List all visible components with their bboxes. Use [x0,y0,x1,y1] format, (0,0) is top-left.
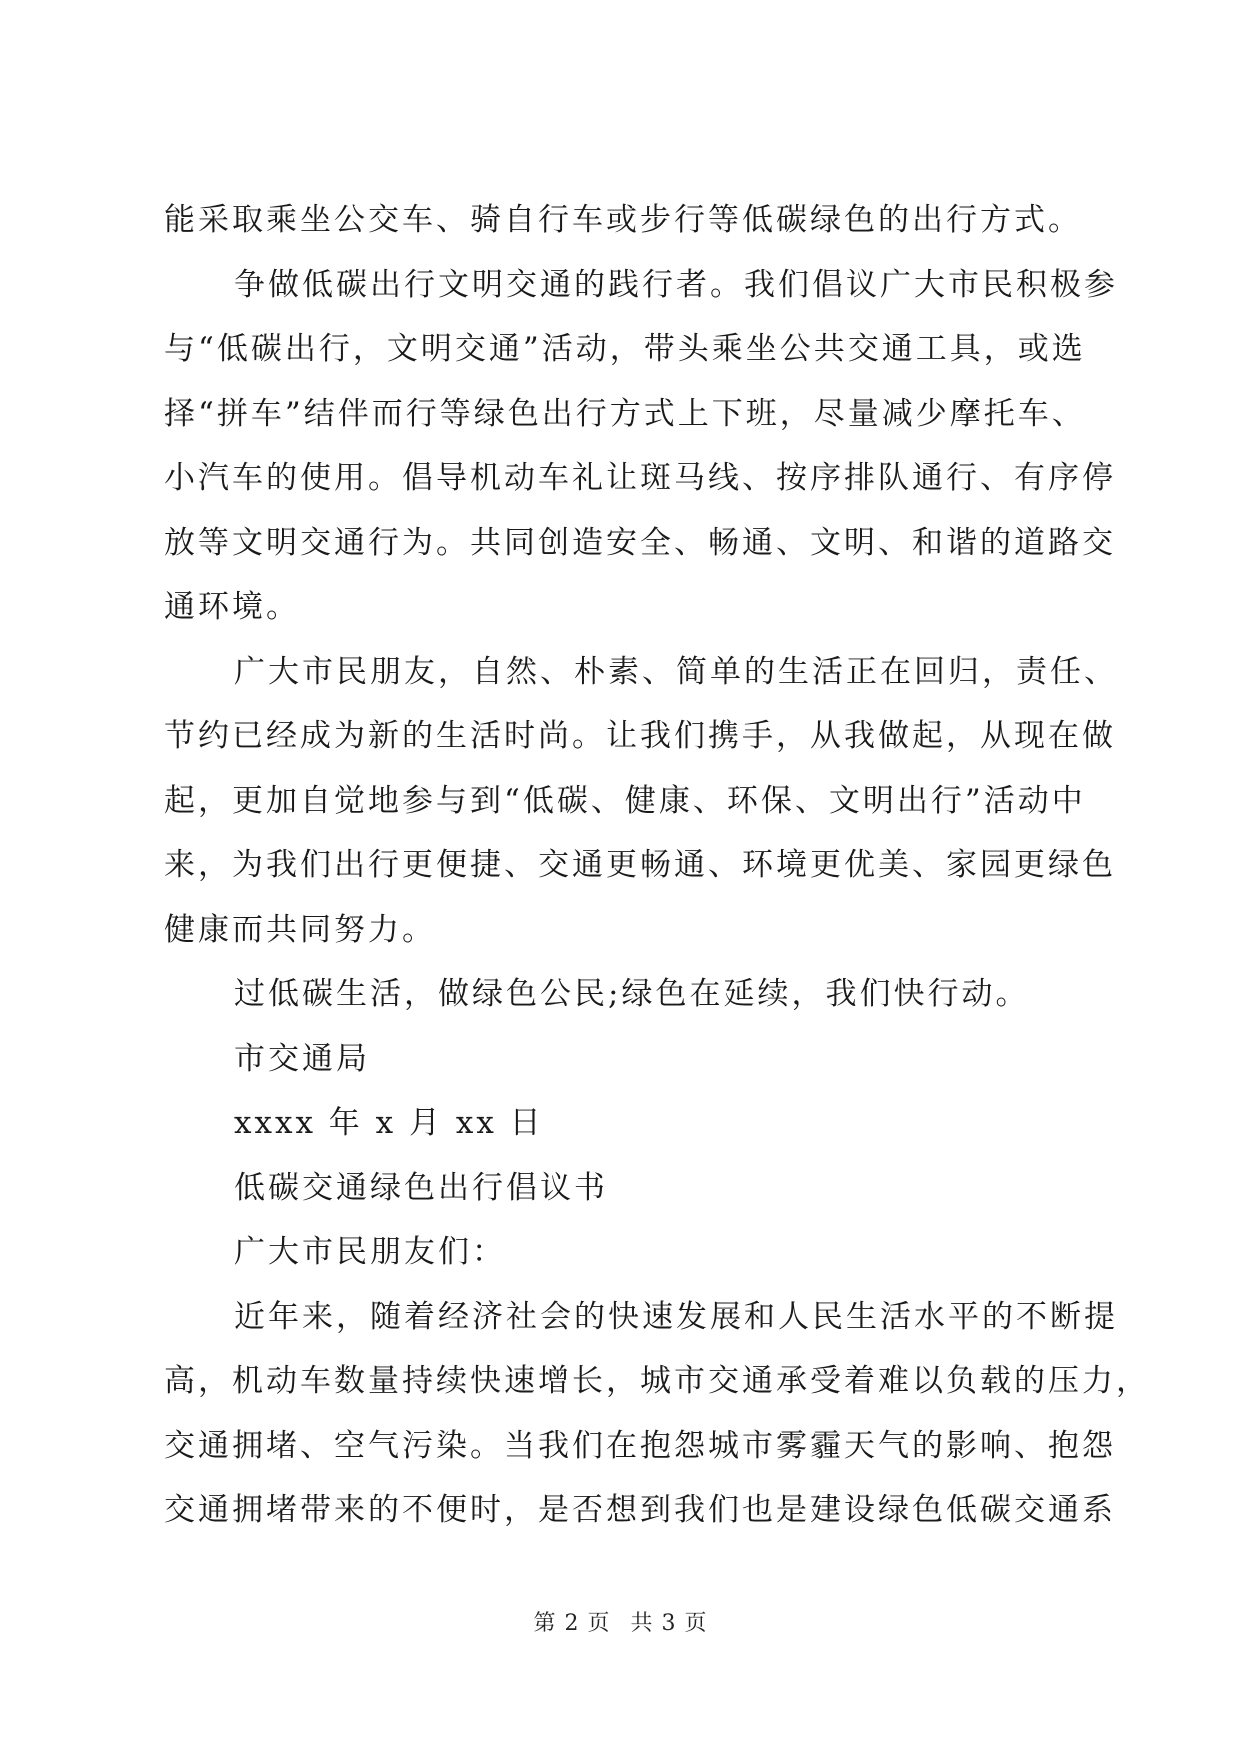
text-line: 广大市民朋友们： [234,1234,506,1270]
text-line: 交通拥堵、空气污染。当我们在抱怨城市雾霾天气的影响、抱怨 [164,1427,1116,1464]
text-line: 小汽车的使用。倡导机动车礼让斑马线、按序排队通行、有序停 [164,460,1116,496]
text-line: 通环境。 [164,589,300,625]
text-line: 健康而共同努力。 [164,911,436,948]
text-line: 近年来，随着经济社会的快速发展和人民生活水平的不断提 [234,1298,1118,1335]
text-line: 争做低碳出行文明交通的践行者。我们倡议广大市民积极参 [234,266,1118,303]
text-line: 低碳交通绿色出行倡议书 [234,1169,608,1206]
page-footer [0,1606,1241,1637]
page-number: 第 2 页 [533,1611,611,1636]
text-line: 过低碳生活，做绿色公民;绿色在延续，我们快行动。 [234,976,1030,1012]
text-line: 来，为我们出行更便捷、交通更畅通、环境更优美、家园更绿色 [164,847,1116,883]
text-line: xxxx 年 x 月 xx 日 [234,1105,544,1141]
text-line: 起，更加自觉地参与到“低碳、健康、环保、文明出行”活动中 [164,782,1086,819]
page-total: 共 3 页 [630,1611,708,1636]
text-line: 高，机动车数量持续快速增长，城市交通承受着难以负载的压力， [164,1363,1150,1399]
text-line: 交通拥堵带来的不便时，是否想到我们也是建设绿色低碳交通系 [164,1492,1116,1528]
text-line: 与“低碳出行，文明交通”活动，带头乘坐公共交通工具，或选 [164,331,1086,367]
document-body [164,188,1150,1543]
text-line: 择“拼车”结伴而行等绿色出行方式上下班，尽量减少摩托车、 [164,395,1086,432]
text-line: 节约已经成为新的生活时尚。让我们携手，从我做起，从现在做 [164,718,1116,754]
text-line: 广大市民朋友，自然、朴素、简单的生活正在回归，责任、 [234,653,1118,690]
text-line: 市交通局 [234,1040,370,1077]
text-line: 放等文明交通行为。共同创造安全、畅通、文明、和谐的道路交 [164,524,1116,561]
text-line: 能采取乘坐公交车、骑自行车或步行等低碳绿色的出行方式。 [164,202,1082,238]
